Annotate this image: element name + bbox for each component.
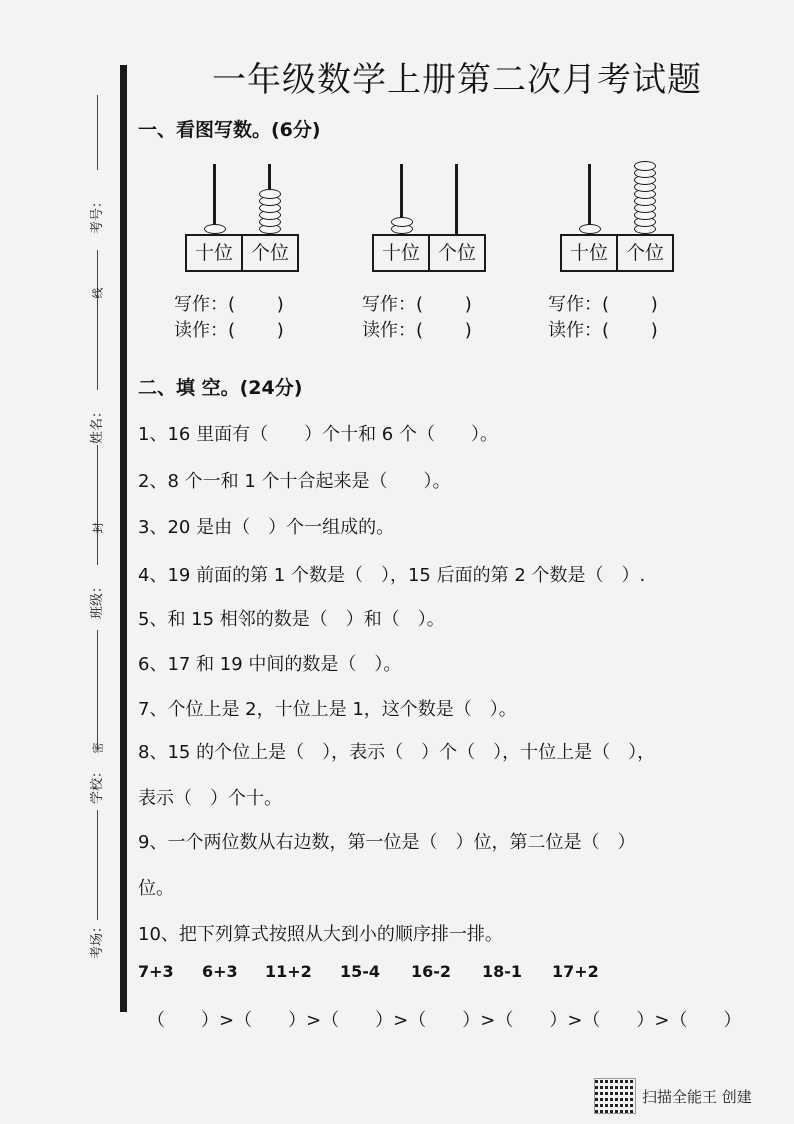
expression: 11+2 [265, 962, 312, 981]
bead [391, 217, 413, 227]
write-answer-2[interactable]: 写作：( ) [362, 294, 472, 315]
question-9-cont: 位。 [138, 878, 174, 899]
abacus-3 [560, 234, 672, 270]
margin-field-school: 学校： [90, 764, 106, 805]
read-answer-2[interactable]: 读作：( ) [362, 320, 472, 341]
read-answer-1[interactable]: 读作：( ) [174, 320, 284, 341]
expression: 16-2 [411, 962, 452, 981]
question-4: 4、19 前面的第 1 个数是（ ），15 后面的第 2 个数是（ ）. [138, 565, 646, 586]
bead [204, 224, 226, 234]
question-8: 8、15 的个位上是（ ），表示（ ）个（ ），十位上是（ ）， [138, 742, 656, 763]
tens-label: 十位 [569, 242, 608, 264]
watermark-text: 扫描全能王 创建 [642, 1087, 752, 1106]
margin-seal-secret: 密 [91, 742, 105, 754]
question-5: 5、和 15 相邻的数是（ ）和（ ）。 [138, 609, 445, 630]
bead [634, 161, 656, 171]
question-1: 1、16 里面有（ ）个十和 6 个（ ）。 [138, 424, 498, 445]
bead [579, 224, 601, 234]
ordering-answer-row[interactable]: （ ）>（ ）>（ ）>（ ）>（ ）>（ ）>（ ） [147, 1010, 742, 1031]
question-7: 7、个位上是 2，十位上是 1，这个数是（ ）。 [138, 699, 517, 720]
abacus-1 [185, 234, 297, 270]
margin-field-exam-number: 考号： [90, 194, 106, 235]
ones-rod [455, 164, 458, 234]
abacus-frame [185, 234, 299, 272]
expression: 6+3 [202, 962, 238, 981]
ones-label: 个位 [241, 236, 297, 270]
question-9: 9、一个两位数从右边数，第一位是（ ）位，第二位是（ ） [138, 832, 636, 853]
tens-label: 十位 [381, 242, 420, 264]
margin-field-class: 班级： [90, 579, 106, 620]
bead [259, 189, 281, 199]
page-title: 一年级数学上册第二次月考试题 [212, 60, 702, 100]
margin-line [97, 630, 98, 750]
question-3: 3、20 是由（ ）个一组成的。 [138, 517, 395, 538]
read-answer-3[interactable]: 读作：( ) [548, 320, 658, 341]
abacus-2 [372, 234, 484, 270]
margin-line [97, 95, 98, 170]
margin-seal-seal: 封 [91, 522, 105, 534]
margin-line [97, 250, 98, 390]
expression: 15-4 [340, 962, 381, 981]
tens-label: 十位 [194, 242, 233, 264]
write-answer-3[interactable]: 写作：( ) [548, 294, 658, 315]
question-10: 10、把下列算式按照从大到小的顺序排一排。 [138, 924, 503, 945]
question-2: 2、8 个一和 1 个十合起来是（ ）。 [138, 471, 451, 492]
question-6: 6、17 和 19 中间的数是（ ）。 [138, 654, 402, 675]
margin-field-exam-room: 考场： [90, 919, 106, 960]
margin-seal-line: 线 [91, 287, 105, 299]
margin-line [97, 810, 98, 920]
section1-heading: 一、看图写数。(6分) [138, 119, 321, 141]
margin-field-name: 姓名： [90, 404, 106, 445]
expression: 7+3 [138, 962, 174, 981]
write-answer-1[interactable]: 写作：( ) [174, 294, 284, 315]
margin-line [97, 445, 98, 565]
qr-code-icon [594, 1078, 636, 1114]
ones-label: 个位 [428, 236, 484, 270]
abacus-frame [372, 234, 486, 272]
binding-bar [120, 65, 127, 1012]
expression: 18-1 [482, 962, 523, 981]
question-8-cont: 表示（ ）个十。 [138, 788, 282, 809]
ones-label: 个位 [616, 236, 672, 270]
scanner-watermark [594, 1078, 752, 1114]
expression: 17+2 [552, 962, 599, 981]
abacus-frame [560, 234, 674, 272]
section2-heading: 二、填 空。(24分) [138, 377, 303, 399]
